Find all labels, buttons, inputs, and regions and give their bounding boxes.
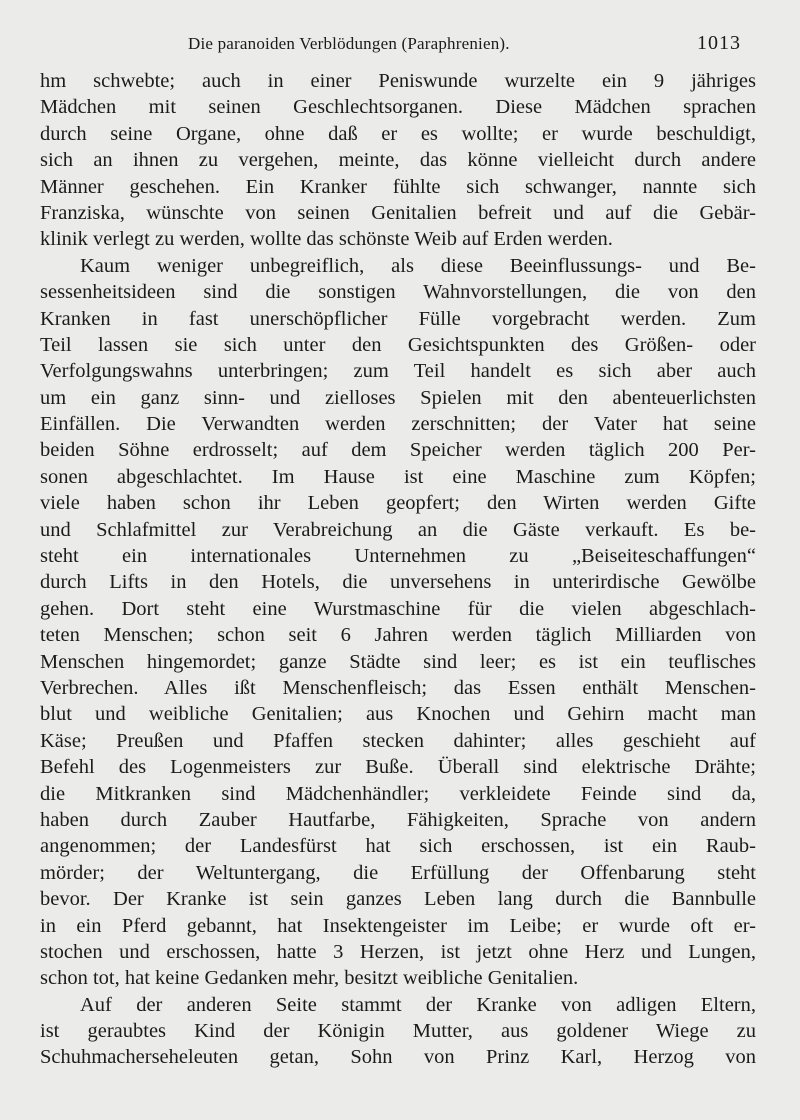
text-line: und Schlafmittel zur Verabreichung an die Gäste verkauft. Es be-	[40, 518, 756, 541]
text-line: ist geraubtes Kind der Königin Mutter, aus goldener Wiege zu	[40, 1020, 756, 1043]
text-line: durch seine Organe, ohne daß er es wollte; er wurde beschuldigt,	[40, 122, 756, 145]
text-line: Kaum weniger unbegreiflich, als diese Beeinflussungs- und Be-	[80, 254, 756, 277]
text-line: Teil lassen sie sich unter den Gesichtspunkten des Größen- oder	[40, 333, 756, 356]
text-line: sonen abgeschlachtet. Im Hause ist eine Maschine zum Köpfen;	[40, 465, 756, 488]
text-line: gehen. Dort steht eine Wurstmaschine für die vielen abgeschlach-	[40, 597, 756, 620]
text-line: teten Menschen; schon seit 6 Jahren werden täglich Milliarden von	[40, 624, 756, 647]
text-line: viele haben schon ihr Leben geopfert; den Wirten werden Gifte	[40, 492, 756, 515]
text-line: Franziska, wünschte von seinen Genitalien befreit und auf die Gebär-	[40, 201, 756, 224]
text-line: beiden Söhne erdrosselt; auf dem Speicher werden täglich 200 Per-	[40, 439, 756, 462]
text-line: Schuhmacherseheleuten getan, Sohn von Prinz Karl, Herzog von	[40, 1046, 756, 1069]
text-line: Menschen hingemordet; ganze Städte sind leer; es ist ein teuflisches	[40, 650, 756, 673]
text-line: in ein Pferd gebannt, hat Insektengeister im Leibe; er wurde oft er-	[40, 914, 756, 937]
body-text	[40, 68, 756, 1071]
text-line: Befehl des Logenmeisters zur Buße. Überall sind elektrische Drähte;	[40, 756, 756, 779]
text-line: Kranken in fast unerschöpflicher Fülle vorgebracht werden. Zum	[40, 307, 756, 330]
text-line: steht ein internationales Unternehmen zu „Beiseiteschaffungen“	[40, 545, 756, 568]
text-line: mörder; der Weltuntergang, die Erfüllung der Offenbarung steht	[40, 861, 756, 884]
text-line: durch Lifts in den Hotels, die unversehens in unterirdische Gewölbe	[40, 571, 756, 594]
text-line: sessenheitsideen sind die sonstigen Wahnvorstellungen, die von den	[40, 281, 756, 304]
text-line: haben durch Zauber Hautfarbe, Fähigkeiten, Sprache von andern	[40, 808, 756, 831]
text-line: Mädchen mit seinen Geschlechtsorganen. Diese Mädchen sprachen	[40, 96, 756, 119]
text-line: um ein ganz sinn- und zielloses Spielen mit den abenteuerlichsten	[40, 386, 756, 409]
page-number: 1013	[697, 32, 741, 54]
text-line: schon tot, hat keine Gedanken mehr, besitzt weibliche Genitalien.	[40, 967, 579, 990]
text-line: sich an ihnen zu vergehen, meinte, das könne vielleicht durch andere	[40, 149, 756, 172]
text-line: bevor. Der Kranke ist sein ganzes Leben lang durch die Bannbulle	[40, 888, 756, 911]
text-line: angenommen; der Landesfürst hat sich erschossen, ist ein Raub-	[40, 835, 756, 858]
text-line: Käse; Preußen und Pfaffen stecken dahinter; alles geschieht auf	[40, 729, 756, 752]
text-line: blut und weibliche Genitalien; aus Knochen und Gehirn macht man	[40, 703, 756, 726]
text-line: stochen und erschossen, hatte 3 Herzen, ist jetzt ohne Herz und Lungen,	[40, 940, 756, 963]
text-line: Männer geschehen. Ein Kranker fühlte sich schwanger, nannte sich	[40, 175, 756, 198]
text-line: die Mitkranken sind Mädchenhändler; verkleidete Feinde sind da,	[40, 782, 756, 805]
page-header	[0, 30, 800, 60]
text-line: Verbrechen. Alles ißt Menschenfleisch; das Essen enthält Menschen-	[40, 676, 756, 699]
text-line: Verfolgungswahns unterbringen; zum Teil handelt es sich aber auch	[40, 360, 756, 383]
text-line: klinik verlegt zu werden, wollte das schönste Weib auf Erden werden.	[40, 228, 613, 251]
text-line: Einfällen. Die Verwandten werden zerschnitten; der Vater hat seine	[40, 413, 756, 436]
running-title: Die paranoiden Verblödungen (Paraphrenien).	[188, 34, 510, 53]
text-line: hm schwebte; auch in einer Peniswunde wurzelte ein 9 jähriges	[40, 70, 756, 92]
text-line: Auf der anderen Seite stammt der Kranke von adligen Eltern,	[80, 993, 756, 1016]
